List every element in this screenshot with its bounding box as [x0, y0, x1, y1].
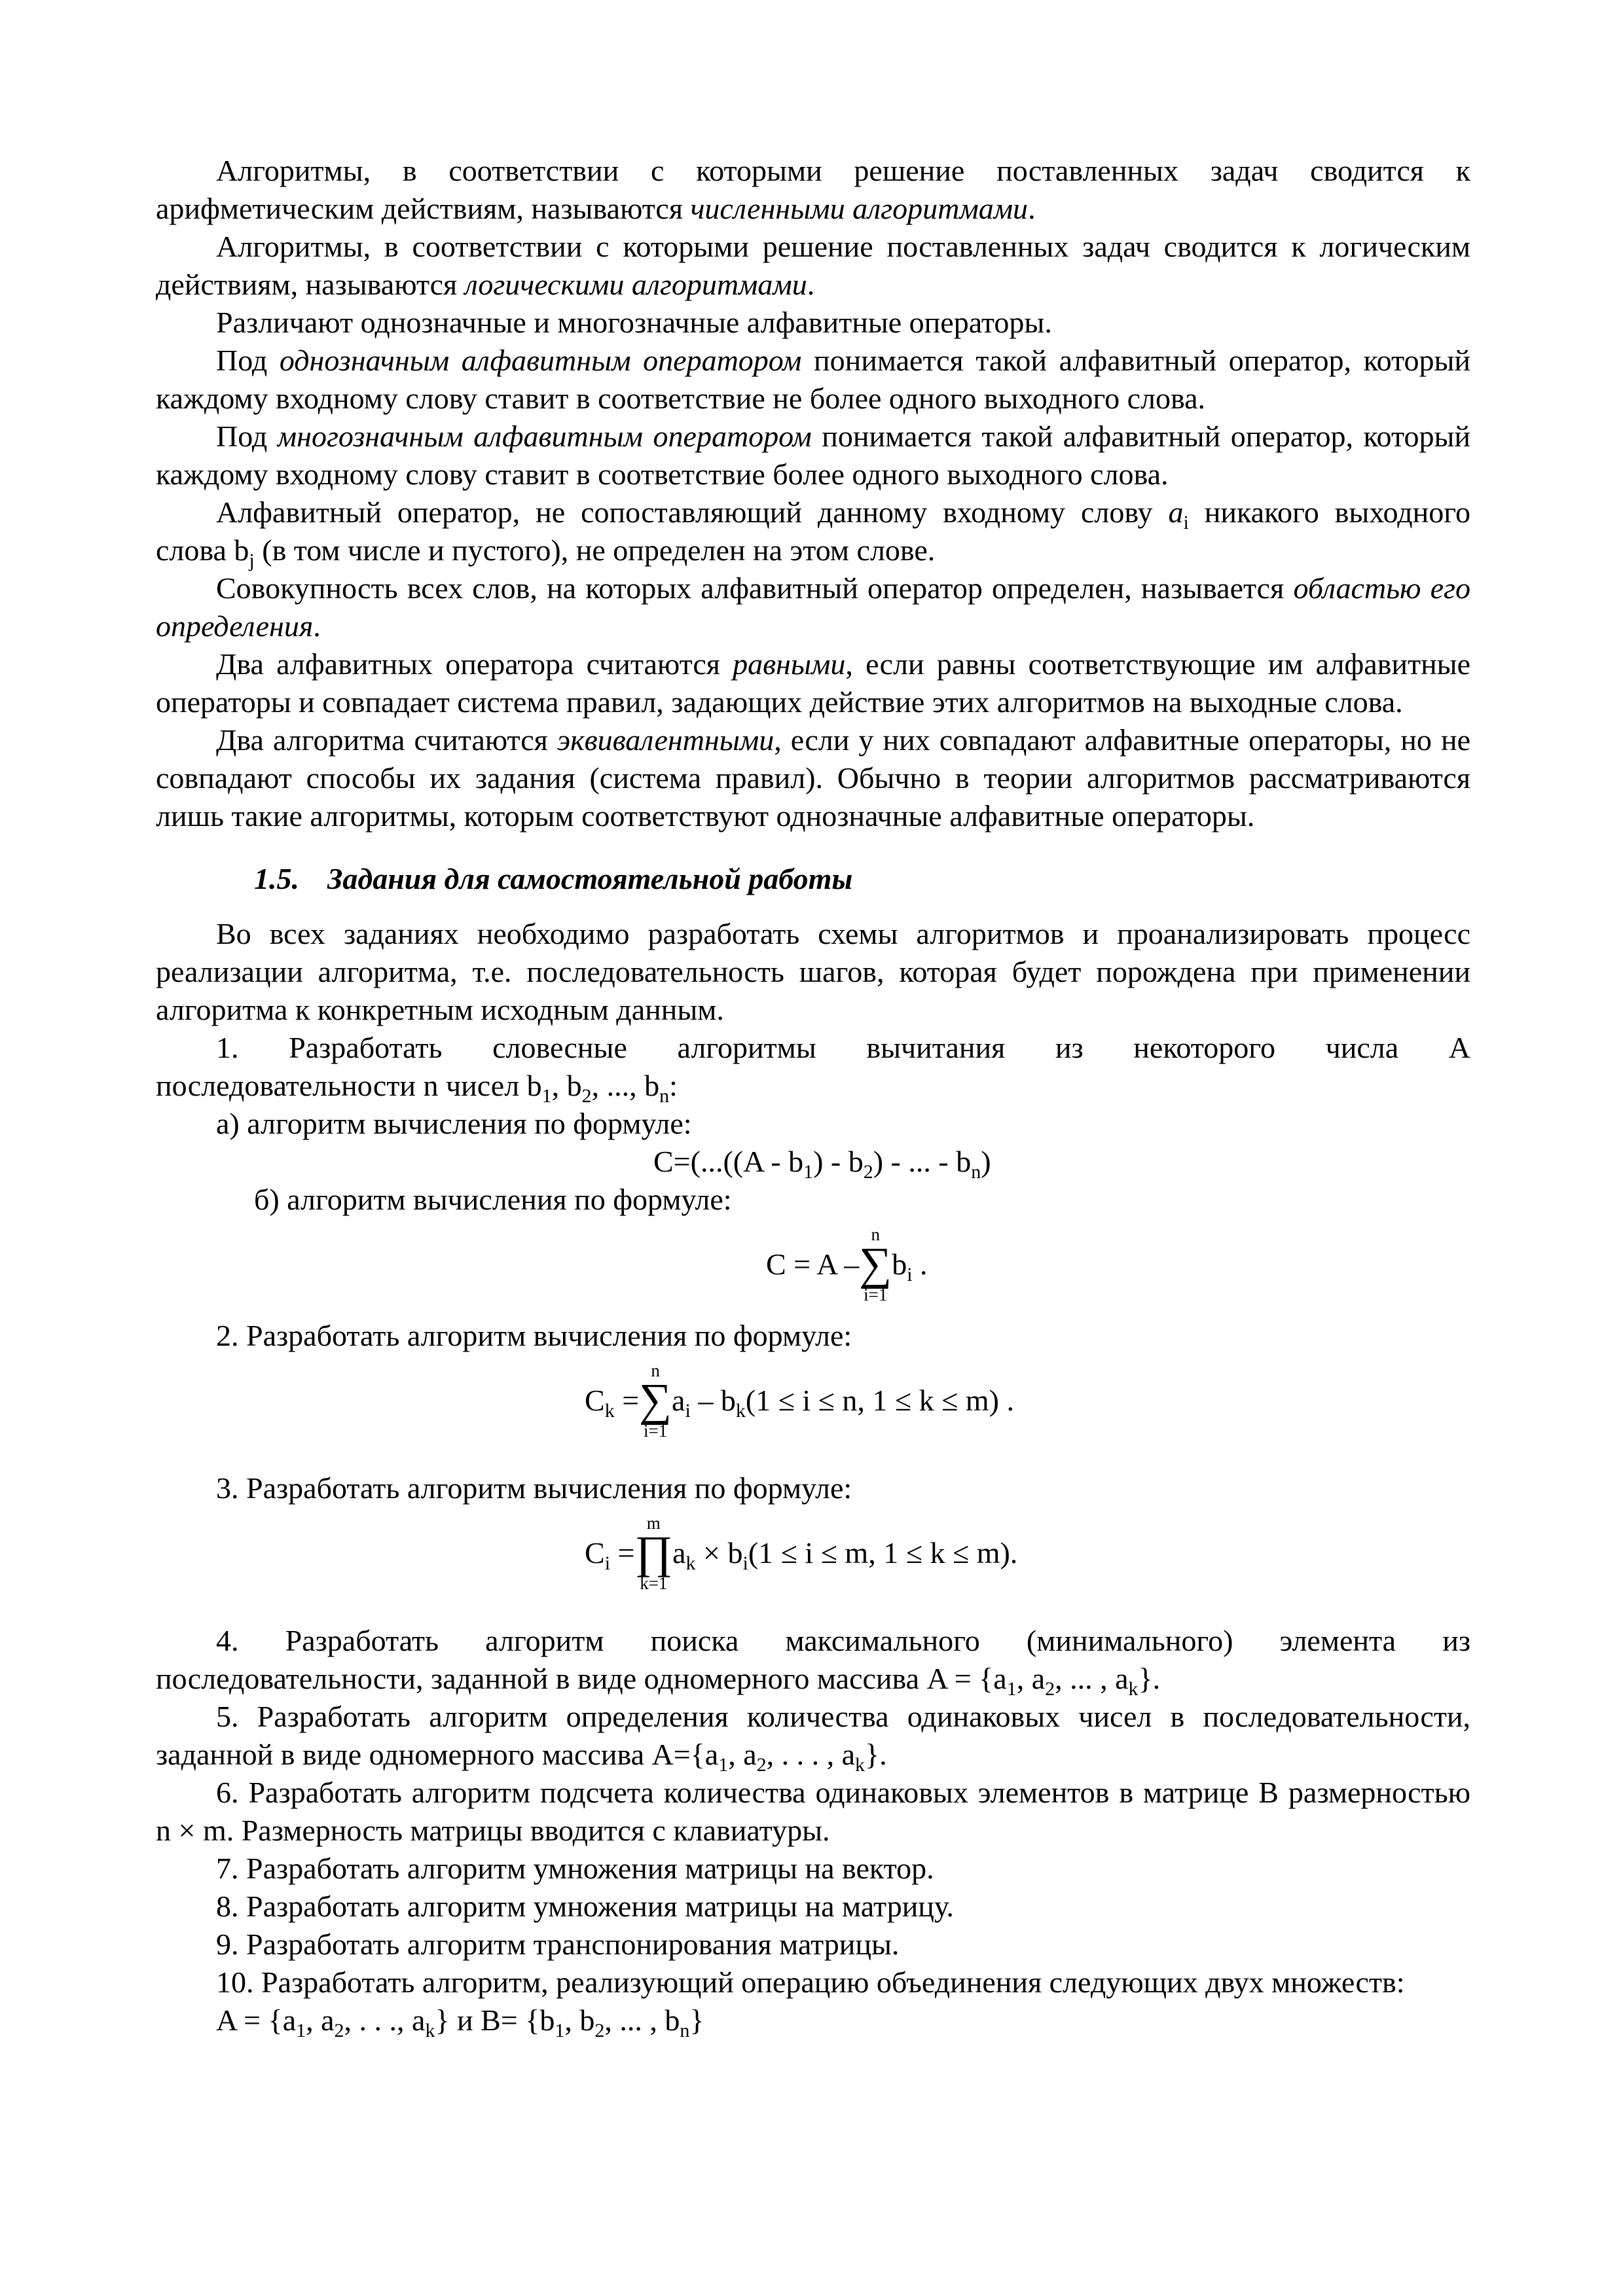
- task-1b: б) алгоритм вычисления по формуле:: [254, 1183, 732, 1216]
- section-number: 1.5.: [254, 862, 299, 895]
- sets-definition: $A = \{a_1$, $a_2$, . . ., $a_k$} и $B= \{b_1$, $b_2$, ... , $b_n$}: [216, 2003, 704, 2042]
- paragraph-operator-types: Различают однозначные и многозначные алфавитные операторы.: [216, 306, 1052, 339]
- task-6: 6. Разработать алгоритм подсчета количества одинаковых элементов в матрице В размерностью n × m. Размерность матрицы вводится с клавиатуры.: [156, 1776, 1470, 1847]
- task-10: 10. Разработать алгоритм, реализующий операцию объединения следующих двух множеств:: [216, 1965, 1405, 1999]
- task-2: 2. Разработать алгоритм вычисления по формуле:: [216, 1319, 852, 1352]
- task-3: 3. Разработать алгоритм вычисления по формуле:: [216, 1471, 852, 1505]
- paragraph-single-valued-operator: Под однозначным алфавитным оператором понимается такой алфавитный оператор, который каждому входному слову ставит в соответствие не более одного выходного слова.: [156, 344, 1470, 415]
- section-title: Задания для самостоятельной работы: [327, 862, 853, 895]
- paragraph-logical-algorithms: Алгоритмы, в соответствии с которыми решение поставленных задач сводится к логическим действиям, называются логическими алгоритмами.: [156, 230, 1470, 301]
- sum-symbol: n ∑ i=1: [859, 1225, 892, 1304]
- task-8: 8. Разработать алгоритм умножения матрицы на матрицу.: [216, 1890, 954, 1923]
- section-heading: [156, 860, 1470, 898]
- product-symbol: m ∏ k=1: [634, 1513, 673, 1593]
- paragraph-numerical-algorithms: Алгоритмы, в соответствии с которыми решение поставленных задач сводится к арифметическим действиям, называются численными алгоритмами.: [156, 154, 1470, 225]
- task-9: 9. Разработать алгоритм транспонирования матрицы.: [216, 1928, 900, 1961]
- sum-symbol: n ∑ i=1: [639, 1361, 672, 1441]
- document-page: [156, 152, 1471, 2042]
- task-1-line-1: 1. Разработать словесные алгоритмы вычитания из некоторого числа А: [216, 1031, 1470, 1064]
- paragraph-multi-valued-operator: Под многозначным алфавитным оператором понимается такой алфавитный оператор, который каждому входному слову ставит в соответствие более одного выходного слова.: [156, 420, 1470, 491]
- task-5: 5. Разработать алгоритм определения количества одинаковых чисел в последовательности, заданной в виде одномерного массива $A=\{a_1$, $a_2$, . . . , $a_k$}.: [156, 1700, 1470, 1776]
- paragraph-tasks-intro: Во всех заданиях необходимо разработать схемы алгоритмов и проанализировать процесс реализации алгоритма, т.е. последовательность шагов, которая будет порождена при применении алгоритма к конкретным исходным данным.: [156, 917, 1470, 1026]
- formula-3: $C_k$ = n ∑ i=1 $a_i - b_k(1 \le i \le n$, 1 ≤ k ≤ m) .: [585, 1361, 1014, 1441]
- paragraph-equivalent-algorithms: Два алгоритма считаются эквивалентными, если у них совпадают алфавитные операторы, но не совпадают способы их задания (система правил). Обычно в теории алгоритмов рассматриваются лишь такие алгоритмы, которым соответствуют однозначные алфавитные операторы.: [156, 723, 1470, 833]
- task-1a: а) алгоритм вычисления по формуле:: [216, 1107, 692, 1140]
- task-7: 7. Разработать алгоритм умножения матрицы на вектор.: [216, 1852, 934, 1885]
- formula-4: $C_i$ = m ∏ k=1 $a_k \times b_i(1 \le i \le m$, 1 ≤ k ≤ m).: [585, 1513, 1018, 1593]
- task-4: 4. Разработать алгоритм поиска максимального (минимального) элемента из последовательности, заданной в виде одномерного массива $A = \{a_1$, $a_2$, ... , $a_k$}.: [156, 1624, 1470, 1700]
- formula-1: $C=(...((A - b_1) - b_2)$ - ... - $b_n$): [653, 1145, 991, 1183]
- paragraph-domain-definition: Совокупность всех слов, на которых алфавитный оператор определен, называется областью его определения.: [156, 571, 1470, 643]
- paragraph-equal-operators: Два алфавитных оператора считаются равными, если равны соответствующие им алфавитные операторы и совпадает система правил, задающих действие этих алгоритмов на выходные слова.: [156, 647, 1471, 719]
- formula-2: C = A – n ∑ i=1 $b_i$ .: [766, 1225, 928, 1304]
- task-1-line-2: последовательности n чисел $b_1$, $b_2$, ..., $b_n$:: [156, 1069, 678, 1107]
- paragraph-undefined-operator: Алфавитный оператор, не сопоставляющий данному входному слову $a_i$ никакого выходного слова $b_j$ (в том числе и пустого), не определен на этом слове.: [156, 495, 1470, 572]
